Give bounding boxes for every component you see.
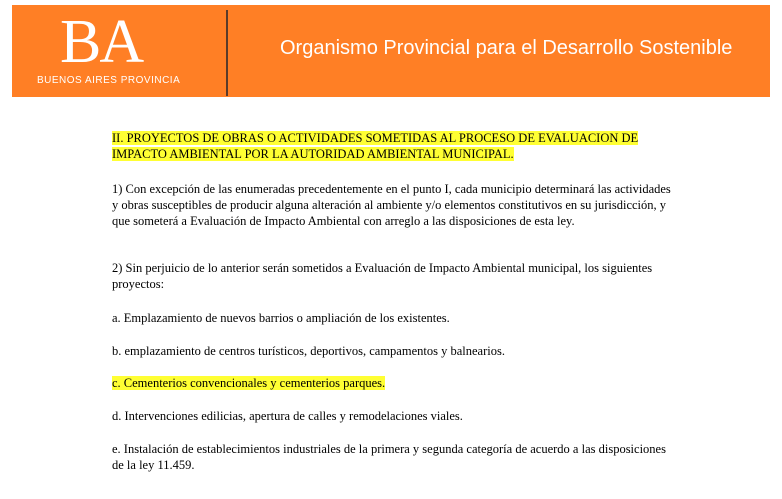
- list-item-c: c. Cementerios convencionales y cementerios parques.: [112, 376, 386, 390]
- list-item-a: a. Emplazamiento de nuevos barrios o ampliación de los existentes.: [112, 311, 450, 325]
- header-banner: [12, 5, 770, 97]
- list-item-b: b. emplazamiento de centros turísticos, deportivos, campamentos y balnearios.: [112, 344, 505, 358]
- list-item-c-paragraph: [112, 375, 672, 391]
- list-item-e: e. Instalación de establecimientos industriales de la primera y segunda categoría de acuerdo a las disposiciones de la ley 11.459.: [112, 442, 666, 472]
- list-item-d: d. Intervenciones edilicias, apertura de calles y remodelaciones viales.: [112, 409, 463, 423]
- section-title: II. PROYECTOS DE OBRAS O ACTIVIDADES SOMETIDAS AL PROCESO DE EVALUACION DE IMPACTO AMBIENTAL POR LA AUTORIDAD AMBIENTAL MUNICIPAL.: [112, 131, 639, 161]
- paragraph-1: 1) Con excepción de las enumeradas precedentemente en el punto I, cada municipio determinará las actividades y obras susceptibles de producir alguna alteración al ambiente y/o elementos constitutivos en su jurisdicción, y que someterá a Evaluación de Impacto Ambiental con arreglo a las disposiciones de esta ley.: [112, 182, 671, 228]
- logo-subtitle: BUENOS AIRES PROVINCIA: [37, 75, 181, 86]
- header-divider: [226, 10, 228, 96]
- paragraph-2: 2) Sin perjuicio de lo anterior serán sometidos a Evaluación de Impacto Ambiental municipal, los siguientes proyectos:: [112, 261, 653, 291]
- organization-name: Organismo Provincial para el Desarrollo Sostenible: [280, 37, 733, 59]
- section-title-paragraph: [112, 130, 672, 162]
- ba-logo: BA: [60, 8, 143, 76]
